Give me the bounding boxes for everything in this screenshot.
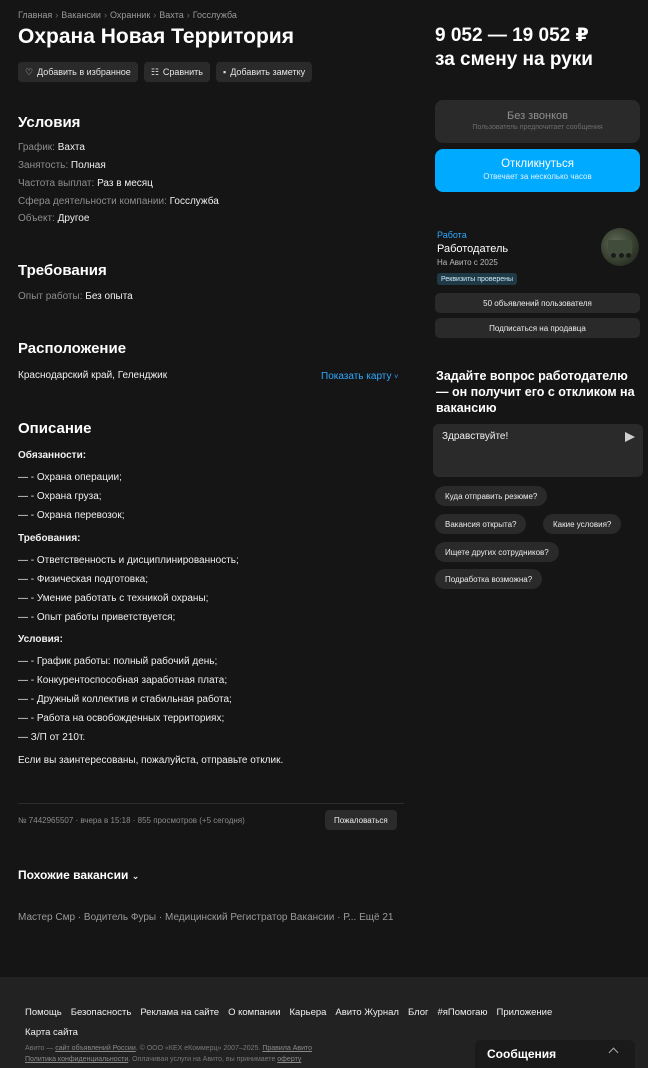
condition-row: Объект: Другое [18,213,90,224]
description-line: — - Работа на освобожденных территориях; [18,713,225,724]
description-line: — - Физическая подготовка; [18,574,149,585]
quick-question-chip[interactable]: Какие условия? [543,514,621,534]
quick-question-chip[interactable]: Ищете других сотрудников? [435,542,559,562]
legal-link[interactable]: оферту [277,1056,302,1063]
location-heading: Расположение [18,340,127,357]
description-line: — - Опыт работы приветствуется; [18,612,176,623]
description-heading: Описание [18,420,92,437]
footer-link[interactable]: Реклама на сайте [140,1007,220,1018]
requirements-heading: Требования [18,262,107,279]
breadcrumb-item[interactable]: Главная [18,10,53,20]
listing-meta: № 7442965507 · вчера в 15:18 · 855 просмотров (+5 сегодня) [18,816,245,825]
footer-link[interactable]: О компании [228,1007,281,1018]
breadcrumb-item[interactable]: Вакансии [61,10,101,20]
seller-name[interactable]: Работодатель [437,243,509,255]
chevron-up-icon [609,1048,619,1058]
quick-question-chip[interactable]: Вакансия открыта? [435,514,526,534]
seller-since: На Авито с 2025 [437,258,498,267]
condition-row: Сфера деятельности компании: Госслужба [18,196,219,207]
description-line: — З/П от 210т. [18,732,86,743]
apply-button[interactable]: Откликнуться Отвечает за несколько часов [435,149,640,192]
breadcrumb-item[interactable]: Охранник [109,10,151,20]
ask-heading: Задайте вопрос работодателю — он получит его с откликом на вакансию [436,369,635,415]
legal-link[interactable]: Политика конфиденциальности [25,1056,129,1063]
footer-link[interactable]: Блог [407,1007,429,1018]
seller-ads-button[interactable]: 50 объявлений пользователя [435,293,640,313]
footer-link[interactable]: Приложение [496,1007,553,1018]
page-title: Охрана Новая Территория [18,25,294,48]
footer-links [25,1003,615,1043]
breadcrumb-item[interactable]: Вахта [159,10,184,20]
conditions-heading: Условия [18,114,81,131]
footer-link[interactable]: #яПомогаю [437,1007,488,1018]
footer-link[interactable]: Карьера [289,1007,327,1018]
description-line: — - Конкурентоспособная заработная плата; [18,675,228,686]
quick-question-chip[interactable]: Куда отправить резюме? [435,486,547,506]
description-subheading: Условия: [18,634,63,645]
legal-link[interactable]: Правила Авито [262,1045,313,1052]
salary [435,24,635,72]
address: Краснодарский край, Геленджик [18,370,168,381]
footer-link[interactable]: Помощь [25,1007,62,1018]
description-subheading: Требования: [18,533,81,544]
legal-text: Авито — сайт объявлений России. © ООО «КЕХ еКоммерц» 2007–2025. Правила Авито Политика конфиденциальности. Оплачивая услуги на Авито, вы принимаете оферту [25,1045,313,1063]
no-calls-button[interactable]: Без звонков Пользователь предпочитает сообщения [435,100,640,143]
compare-icon: ☷ [150,66,159,77]
salary-note: за смену на руки [435,49,593,70]
description-subheading: Обязанности: [18,450,87,461]
similar-vacancies-toggle[interactable]: Похожие вакансии ⌄ [18,868,140,882]
report-button[interactable]: Пожаловаться [325,810,397,830]
description-line: Если вы заинтересованы, пожалуйста, отправьте отклик. [18,755,284,766]
add-favorite-button[interactable]: ♡ Добавить в избранное [18,62,138,82]
condition-row: Частота выплат: Раз в месяц [18,178,153,189]
footer-link[interactable]: Безопасность [70,1007,132,1018]
subscribe-button[interactable]: Подписаться на продавца [435,318,640,338]
description-line: — - Охрана операции; [18,472,122,483]
messages-panel-toggle[interactable]: Сообщения [475,1040,635,1068]
send-icon[interactable] [625,432,635,442]
heart-icon: ♡ [25,66,34,77]
add-note-button[interactable]: ▪ Добавить заметку [216,62,312,82]
avatar[interactable] [601,228,639,266]
description-line: — - Ответственность и дисциплинированность; [18,555,239,566]
footer-link[interactable]: Карта сайта [25,1027,78,1038]
description-line: — - Дружный коллектив и стабильная работа; [18,694,232,705]
description-line: — - Охрана перевозок; [18,510,125,521]
divider [18,803,404,804]
message-input[interactable]: Здравствуйте! [433,424,643,477]
condition-row: Занятость: Полная [18,160,106,171]
breadcrumb-item[interactable]: Госслужба [192,10,237,20]
seller-category[interactable]: Работа [437,230,467,240]
description-line: — - Умение работать с техникой охраны; [18,593,209,604]
verified-badge: Реквизиты проверены [437,273,517,285]
show-map-link[interactable]: Показать карту ˅ [321,371,399,382]
chevron-down-icon: ˅ [394,374,399,381]
listing-actions [18,62,312,82]
show-more-link[interactable]: Ещё 21 [359,912,394,923]
quick-question-chip[interactable]: Подработка возможна? [435,569,542,589]
footer-link[interactable]: Авито Журнал [335,1007,399,1018]
requirement-row: Опыт работы: Без опыта [18,291,133,302]
description-line: — - Охрана груза; [18,491,102,502]
breadcrumb: Главная › Вакансии › Охранник › Вахта › Госслужба [18,10,237,20]
chevron-down-icon: ⌄ [131,871,140,881]
compare-button[interactable]: ☷ Сравнить [144,62,210,82]
condition-row: График: Вахта [18,142,85,153]
note-icon: ▪ [223,67,227,77]
description-line: — - График работы: полный рабочий день; [18,656,218,667]
legal-link[interactable]: сайт объявлений России [55,1045,136,1052]
similar-vacancies-list[interactable]: Мастер Смр · Водитель Фуры · Медицинский Регистратор Вакансии · Р... Ещё 21 [18,912,394,923]
salary-range: 9 052 — 19 052 ₽ [435,25,589,46]
